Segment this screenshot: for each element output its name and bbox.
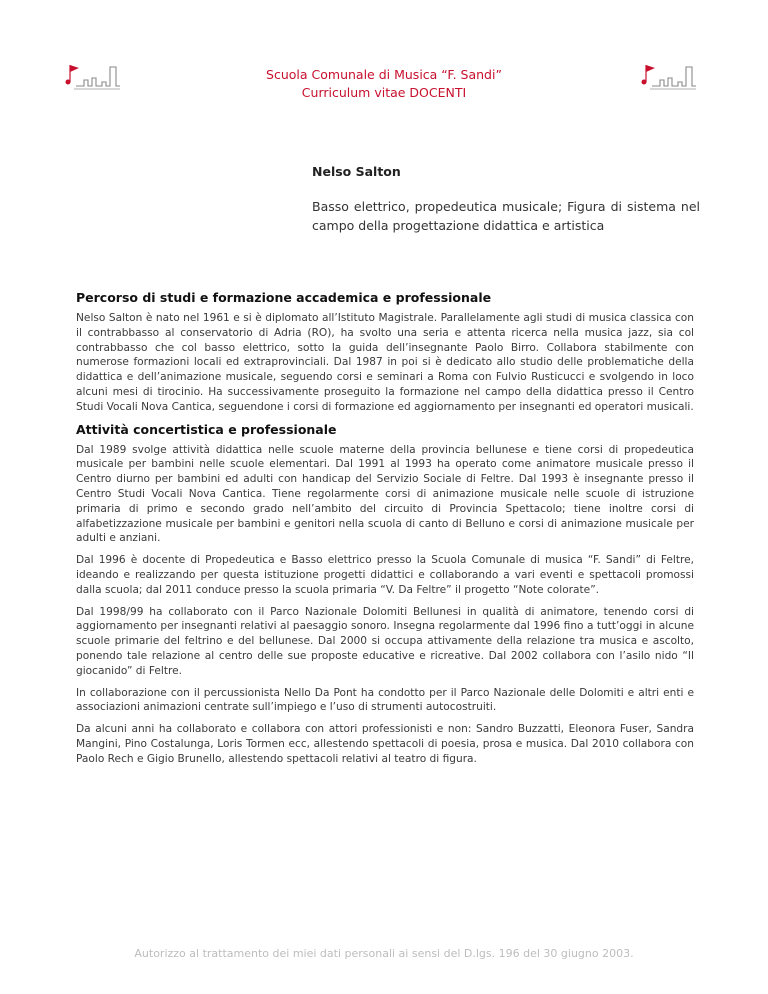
paragraph: Dal 1996 è docente di Propedeutica e Basso elettrico presso la Scuola Comunale di musica “F. Sandi” di Feltre, ideando e realizzando per questa istituzione progetti didattici e collaborando a vari eventi e spettacoli promossi dalla scuola; dal 2011 conduce presso la scuola primaria “V. Da Feltre” il progetto “Note colorate”.: [76, 554, 694, 596]
paragraph: Dal 1989 svolge attività didattica nelle scuole materne della provincia bellunese e tiene corsi di propedeutica musicale per bambini nelle scuole elementari. Dal 1991 al 1993 ha operato come animatore musicale presso il Centro diurno per bambini ed adulti con handicap del Servizio Sociale di Feltre. Dal 1993 è insegnante presso il Centro Studi Vocali Nova Cantica. Tiene regolarmente corsi di animazione musicale nelle scuole di istruzione primaria di primo e secondo grado nell’ambito del circuito di Provincia Spettacolo; tiene inoltre corsi di alfabetizzazione musicale per bambini e genitori nella scuola di canto di Belluno e corsi di animazione musicale per adulti e anziani.: [76, 443, 694, 545]
person-role: Basso elettrico, propedeutica musicale; Figura di sistema nel campo della progettazione didattica e artistica: [312, 199, 700, 233]
document-header: [0, 66, 768, 102]
person-block: [312, 164, 700, 235]
person-name: Nelso Salton: [312, 164, 401, 179]
paragraph: Dal 1998/99 ha collaborato con il Parco Nazionale Dolomiti Bellunesi in qualità di animatore, tenendo corsi di aggiornamento per insegnanti relativi al paesaggio sonoro. Insegna regolarmente dal 1996 fino a tutt’oggi in alcune scuole primarie del feltrino e del bellunese. Dal 2000 si occupa attivamente della relazione tra musica e ascolto, ponendo tale relazione al centro delle sue proposte educative e ricreative. Dal 2002 collabora con l’asilo nido “Il giocanido” di Feltre.: [76, 605, 694, 677]
document-subtitle: Curriculum vitae DOCENTI: [301, 85, 467, 100]
school-name: Scuola Comunale di Musica “F. Sandi”: [266, 67, 502, 82]
paragraph: Nelso Salton è nato nel 1961 e si è diplomato all’Istituto Magistrale. Parallelamente agli studi di musica classica con il contrabbasso al conservatorio di Adria (RO), ha svolto una seria e attenta ricerca nella musica jazz, sia col contrabbasso che col basso elettrico, sotto la guida dell’insegnante Paolo Birro. Collabora stabilmente con numerose formazioni locali ed extraprovinciali. Dal 1987 in poi si è dedicato allo studio delle problematiche della didattica e dell’animazione musicale, seguendo corsi e seminari a Roma con Fulvio Rusticucci e svolgendo in loco alcuni mesi di tirocinio. Ha successivamente proseguito la formazione nel campo della didattica presso il Centro Studi Vocali Nova Cantica, seguendone i corsi di formazione ed aggiornamento per insegnanti ed operatori musicali.: [76, 312, 694, 413]
section-title-studies: Percorso di studi e formazione accademica e professionale: [76, 290, 492, 305]
privacy-footer: Autorizzo al trattamento dei miei dati personali ai sensi del D.lgs. 196 del 30 giugno 2003.: [134, 947, 634, 960]
paragraph: In collaborazione con il percussionista Nello Da Pont ha condotto per il Parco Nazionale delle Dolomiti e altri enti e associazioni animazioni centrate sull’impiego e l’uso di strumenti autocostruiti.: [76, 686, 694, 714]
cv-content: [76, 290, 694, 774]
paragraph: Da alcuni anni ha collaborato e collabora con attori professionisti e non: Sandro Buzzatti, Eleonora Fuser, Sandra Mangini, Pino Costalunga, Loris Tormen ecc, allestendo spettacoli di poesia, prosa e musica. Dal 2010 collabora con Paolo Rech e Gigio Brunello, allestendo spettacoli relativi al teatro di figura.: [76, 723, 694, 765]
section-title-activity: Attività concertistica e professionale: [76, 421, 337, 437]
